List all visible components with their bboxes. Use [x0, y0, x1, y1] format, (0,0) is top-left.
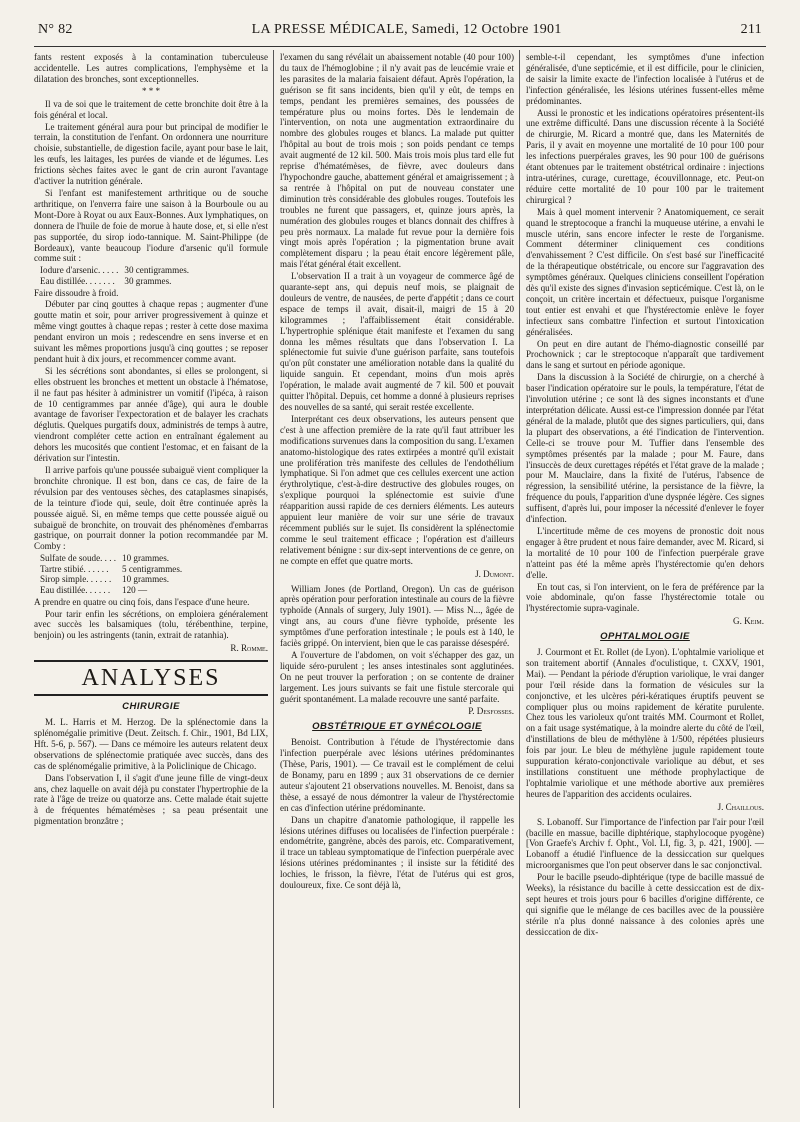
prescription-row [40, 574, 188, 585]
section-title-analyses: ANALYSES [34, 660, 268, 696]
prescription-note: Faire dissoudre à froid. [34, 287, 119, 298]
subsection-heading-chirurgie: CHIRURGIE [122, 701, 180, 713]
prescription-table-2 [40, 553, 188, 595]
prescription-dose: 30 grammes. [124, 275, 172, 286]
paragraph: On peut en dire autant de l'hémo-diagnostic conseillé par Prochownick ; car le streptocoque n'apparaît que tardivement dans le sang et surtout en période agonique. [526, 338, 764, 371]
prescription-row [40, 585, 188, 596]
paragraph: semble-t-il cependant, les symptômes d'une infection généralisée, d'une septicémie, et il est difficile, pour le clinicien, de saisir la limite exacte de l'infection localisée à l'utérus et de l'infection généralisée, les lésions utérines fussent-elles même prédominantes. [526, 52, 764, 106]
paragraph: Le traitement général aura pour but principal de modifier le terrain, la constitution de l'enfant. On ordonnera une nourriture choisie, substantielle, de digestion facile, ayant pour base le lait, les œufs, les laitages, les purées de viande et de légumes. Les frictions sèches faites avec le gant de crin auront l'avantage d'activer la nutrition générale. [34, 121, 268, 187]
paragraph: A l'ouverture de l'abdomen, on voit s'échapper des gaz, un liquide séro-purulent ; les anses intestinales sont agglutinées. On ne peut trouver la perforation ; on se contente de drainer largement. Les jours suivants se fait une fistule stercorale qui guérit spontanément. La malade recouvre une santé parfaite. [280, 649, 514, 704]
subsection-heading-ophtalmologie: OPHTALMOLOGIE [600, 631, 690, 643]
column-1 [34, 52, 268, 1110]
section-break-stars: * * * [142, 85, 160, 96]
prescription-dose: 120 — [122, 585, 148, 596]
paragraph: Si l'enfant est manifestement arthritique ou de souche arthritique, on l'enverra faire une saison à la Bourboule ou au Mont-Dore à Royat ou aux Eaux-Bonnes. Aux lymphatiques, on donnera de l'huile de foie de morue à haute dose, et, si elle n'est pas supportée, du sirop iodo-tannique. M. Saint-Philippe (de Bordeaux), vante beaucoup l'iodure d'arsenic qu'il formule comme suit : [34, 187, 268, 264]
paragraph: fants restent exposés à la contamination tuberculeuse accidentelle. Les autres complications, l'emphysème et la dilatation des bronches, sont exceptionnelles. [34, 52, 268, 84]
prescription-item: Iodure d'arsenic. . . . . [40, 265, 119, 276]
author-signature: R. Romme. [230, 643, 268, 654]
prescription-row [40, 553, 188, 564]
paragraph: l'examen du sang révélait un abaissement notable (40 pour 100) du taux de l'hémoglobine ; il n'y avait pas de leucémie vraie et les parasites de la malaria faisaient défaut. Après l'opération, la guérison se fit sans incidents, bien qu'il y eût, de temps en temps, pendant les premières semaines, des poussées de température plus ou moins fortes. Dès le lendemain de l'intervention, on nota une augmentation extraordinaire du nombre des globules rouges et blancs. La malade put quitter l'hôpital au bout de trois mois ; son poids pendant ce temps avait augmenté de 12 kil. 500. Mais trois mois plus tard elle fut reprise d'hématémèses, de fièvre, avec douleurs dans l'hypochondre gauche, abattement général et amaigrissement ; à sa rentrée à l'hôpital on put de nouveau constater une diminution très considérable des globules rouges. Toutefois les troubles ne furent que passagers, et, quinze jours après, la numération des globules rouges et blancs donnait des chiffres à peu près normaux. La malade fut revue pour la dernière fois vingt mois après l'opération ; la pigmentation brune avait complètement disparu ; la peau était encore légèrement pâle, mais l'état général était excellent. [280, 52, 514, 270]
journal-title: LA PRESSE MÉDICALE, Samedi, 12 Octobre 1901 [251, 22, 562, 37]
paragraph: Il arrive parfois qu'une poussée subaiguë vient compliquer la bronchite chronique. Il est bon, dans ce cas, de faire de la révulsion par des ventouses sèches, des cataplasmes sinapisés, de la teinture d'iode qui, seule, doit être continuée après la poussée aiguë. Si, en même temps que cette poussée aiguë ou subaiguë de bronchite, on trouvait des phénomènes d'embarras gastrique, on pourrait donner la potion recommandée par M. Comby : [34, 465, 268, 552]
paragraph: Pour tarir enfin les sécrétions, on emploiera généralement avec succès les balsamiques (tolu, térébenthine, terpine, benjoin) ou les astringents (tanin, extrait de ratanhia). [34, 608, 268, 641]
prescription-item: Sulfate de soude. . . . [40, 553, 117, 564]
paragraph: Aussi le pronostic et les indications opératoires présentent-ils une extrême difficulté. Dans une discussion récente à la Société de chirurgie, M. Ricard a montré que, dans les Maternités de Paris, il y avait en moyenne une mortalité de 10 pour 100 pour les infections puerpérales graves, les 90 pour 100 de guérisons étant obtenues par le traitement obstétrical ordinaire : injections intra-utérines, curage, curettage, écouvillonnage, etc. Peut-on réduire cette mortalité de 10 pour 100 par le traitement chirurgical ? [526, 107, 764, 205]
prescription-dose: 30 centigrammes. [124, 265, 190, 276]
prescription-note: A prendre en quatre ou cinq fois, dans l'espace d'une heure. [34, 596, 250, 607]
prescription-item: Tartre stibié. . . . . . [40, 563, 109, 574]
paragraph: L'incertitude même de ces moyens de pronostic doit nous engager à être prudent et nous faire demander, avec M. Ricard, si la mortalité de 10 pour 100 de l'infection puerpérale grave n'atteint pas été la même après l'hystérectomie qu'en dehors d'elle. [526, 525, 764, 580]
issue-number: N° 82 [38, 22, 73, 37]
prescription-item: Sirop simple. . . . . . [40, 574, 112, 585]
analysis-reference: Benoist. Contribution à l'étude de l'hystérectomie dans l'infection puerpérale avec lésions utérines prédominantes (Thèse, Paris, 1901). — Ce travail est le complément de celui de Bonamy, paru en 1899 ; aux 31 observations de ce dernier auteur s'ajoutent 21 observations nouvelles. M. Benoist, dans sa thèse, a essayé de nous démontrer la valeur de l'hystérectomie en cas d'infection utérine prédominante. [280, 737, 514, 813]
header-rule [34, 46, 766, 47]
prescription-item: Eau distillée. . . . . . . [40, 275, 115, 286]
prescription-row [40, 564, 188, 575]
analysis-reference: M. L. Harris et M. Herzog. De la splénectomie dans la splénomégalie primitive (Deut. Zeitsch. f. Chir., 1901, Bd LIX, Hft. 5-6, p. 567). — Dans ce mémoire les auteurs relatent deux observations de splénectomie pratiquée avec succès, dans des cas de splénomégalie primitive, à la Policlinique de Chicago. [34, 717, 268, 771]
analysis-reference: J. Courmont et Et. Rollet (de Lyon). L'ophtalmie variolique et son traitement abortif (Annales d'oculistique, t. CXXV, 1901, Mai). — Pendant la période d'éruption variolique, le vrai danger pour l'œil réside dans la formation de vésicules sur la conjonctive, et les ulcères péri-kératiques éruptifs peuvent se compliquer plus ou moins rapidement de kératite purulente. Chez tous les varioleux qu'ont traités MM. Courmont et Rollet, on a fait usage systématique, à la moindre alerte du côté de l'œil, d'instillations de bleu de méthylène à 1/500, répétées plusieurs fois par jour. Le bleu de méthylène jugule rapidement toute suppuration kérato-conjonctivale variolique au début, et ses instillations constituent une méthode prophylactique de l'ophtalmie variolique et une méthode abortive aux premières heures de l'apparition des accidents oculaires. [526, 647, 764, 799]
page-number: 211 [740, 22, 762, 37]
column-3 [526, 52, 764, 1110]
column-divider-2 [519, 50, 520, 1108]
paragraph: En tout cas, si l'on intervient, on le fera de préférence par la voie abdominale, qu'on fasse l'hystérectomie totale ou l'hystérectomie supra-vaginale. [526, 581, 764, 614]
paragraph: Dans la discussion à la Société de chirurgie, on a cherché à baser l'indication opératoire sur le pouls, la température, l'état de l'involution utérine ; ce sont là des signes inconstants et d'une interprétation délicate. Aussi est-ce l'impression donnée par l'état général de la malade, plutôt que des signes particuliers, qui, dans la plupart des observations, a été l'indication de l'intervention. Celle-ci se trouve pour M. Tuffier dans l'ensemble des symptômes présentés par la malade ; pour M. Faure, dans l'insuccès de deux curettages répétés et l'état grave de la malade ; pour M. Mauclaire, dans la fixité de l'utérus, l'absence de régression, la sensibilité utérine, la persistance de la fièvre, la fréquence du pouls, l'apparition d'une dyspnée légère. Ces signes suffisent, d'après lui, pour imposer la nécessité d'enlever le foyer d'infection. [526, 372, 764, 525]
paragraph: Dans l'observation I, il s'agit d'une jeune fille de vingt-deux ans, chez laquelle on avait déjà pu constater l'hypertrophie de la rate à l'âge de treize ou quatorze ans. Cette malade était sujette à de fréquentes hématémèses ; sa peau présentait une pigmentation bronzâtre ; [34, 772, 268, 827]
analysis-reference: S. Lobanoff. Sur l'importance de l'infection par l'air pour l'œil (bacille en massue, bacille diphtérique, staphylocoque pyogène) [Von Graefe's Archiv f. Opht., Vol. LI, fig. 3, p. 421, 1900]. — Lobanoff a étudié l'influence de la dessiccation sur quelques microorganismes que l'on peut observer dans le sac conjonctival. [526, 816, 764, 871]
column-divider-1 [273, 50, 274, 1108]
prescription-dose: 10 grammes. [122, 574, 170, 585]
prescription-dose: 5 centigrammes. [122, 563, 183, 574]
author-signature: G. Keim. [733, 616, 764, 627]
paragraph: Si les sécrétions sont abondantes, si elles se prolongent, si elles obstruent les bronches et mettent un obstacle à l'hématose, il ne faut pas hésiter à administrer un vomitif (l'ipéca, à raison de 10 centigrammes par année d'âge), qui aura le double avantage de favoriser l'expectoration et de balayer les crachats déglutis. Quelques purgatifs doux, administrés de temps à autre, viendront compléter cette action en entraînant également au dehors les mucosités que contient l'estomac, et en faisant de la dérivation sur l'intestin. [34, 365, 268, 464]
prescription-dose: 10 grammes. [122, 553, 170, 564]
prescription-row [40, 276, 195, 287]
author-signature: P. Desfosses. [468, 706, 514, 717]
paragraph: Débuter par cinq gouttes à chaque repas ; augmenter d'une goutte matin et soir, pour arriver progressivement à quinze et même vingt gouttes à chaque repas ; rester à cette dose maxima pendant environ un mois ; redescendre en sens inverse et en suivant les mêmes proportions jusqu'à cinq gouttes ; se reposer pendant huit à dix jours, et recommencer comme avant. [34, 299, 268, 364]
paragraph: L'observation II a trait à un voyageur de commerce âgé de quarante-sept ans, qui depuis neuf mois, se plaignait de douleurs de ventre, de nausées, de perte d'appétit ; dans ce court espace de temps il avait, disait-il, maigri de 15 à 20 kilogrammes ; l'affaiblissement était considérable. L'hypertrophie splénique était manifeste et l'examen du sang donna les mêmes résultats que dans l'observation I. La splénectomie fut suivie d'une guérison parfaite, sans toutefois qu'on pût constater une amélioration notable dans la qualité du liquide sanguin. Et cependant, moins d'un mois après l'opération, le malade avait augmenté de 7 kil. 500 et pouvait quitter l'hôpital. Depuis, cet homme a donné à plusieurs reprises des nouvelles de sa santé, qui serait restée excellente. [280, 271, 514, 412]
analysis-reference: William Jones (de Portland, Oregon). Un cas de guérison après opération pour perforation intestinale au cours de la fièvre typhoïde (Annals of surgery, July 1901). — Miss N..., âgée de vingt ans, au cours d'une fièvre typhoïde, présente les symptômes d'une perforation intestinale ; le pouls est à 140, le faciès grippé. On intervient, bien que le cas paraisse désespéré. [280, 583, 514, 649]
prescription-row [40, 265, 195, 276]
subsection-heading-obstetrique: OBSTÉTRIQUE ET GYNÉCOLOGIE [312, 721, 482, 733]
prescription-item: Eau distillée. . . . . . [40, 585, 111, 596]
paragraph: Pour le bacille pseudo-diphtérique (type de bacille massué de Weeks), la résistance du bacille à cette dessiccation est de dix-sept heures et trois jours pour 6 bacilles d'origine différente, ce qui signifie que le mélange de ces bacilles avec de la poussière stérile n'a plus donné naissance à des colonies après une dessiccation de dix- [526, 872, 764, 937]
prescription-table-1 [40, 265, 195, 286]
paragraph: Mais à quel moment intervenir ? Anatomiquement, ce serait quand le streptocoque a franchi la muqueuse utérine, a envahi le muscle utérin, sans encore infecter le reste de l'organisme. Comment déterminer cliniquement ces conditions d'envahissement ? C'est difficile. On s'est basé sur l'inefficacité de la thérapeutique obstétricale, ou encore sur l'aggravation des symptômes généraux. Quelques cliniciens conseillent l'opération dès qu'il existe des signes d'invasion septicémique. C'est là, on le conçoit, un critère incertain et défectueux, puisque l'organisme tout entier est envahi et que l'hystérectomie enlève le foyer infectieux sans combattre l'infection et surtout l'intoxication généralisées. [526, 206, 764, 337]
paragraph: Interprétant ces deux observations, les auteurs pensent que c'est à une affection première de la rate qu'il faut attribuer les modifications survenues dans la composition du sang. L'examen anatomo-histologique des rates extirpées a montré qu'il existait une prolifération très manifeste des cellules de l'endothélium lymphatique. Si l'on admet que ces cellules exercent une action érythrolytique, c'est-à-dire destructive des globules rouges, on s'explique pourquoi la splénectomie est suivie d'une réapparition aussi rapide de ces derniers éléments. Les auteurs appuient leur manière de voir sur une série de travaux récemment publiés sur le sujet. Ils considèrent la splénectomie comme le seul traitement efficace ; l'opération est d'ailleurs relativement bénigne : sur dix-sept interventions de ce genre, on ne compte en effet que quatre morts. [280, 413, 514, 566]
author-signature: J. Dumont. [475, 568, 514, 579]
author-signature: J. Chaillous. [717, 801, 764, 812]
paragraph: Dans un chapitre d'anatomie pathologique, il rappelle les lésions utérines diffuses ou localisées de l'infection puerpérale : endométrite, gangrène, abcès des parois, etc. Comparativement, il trace un tableau symptomatique de l'infection puerpérale avec lésions utérines prédominantes ; il insiste sur la fétidité des lochies, le frisson, la fièvre, l'état de l'utérus qui est gros, douloureux, fixe. Ce sont déjà là, [280, 814, 514, 891]
page-header [38, 22, 762, 44]
paragraph: Il va de soi que le traitement de cette bronchite doit être à la fois général et local. [34, 98, 268, 120]
column-2 [280, 52, 514, 1110]
